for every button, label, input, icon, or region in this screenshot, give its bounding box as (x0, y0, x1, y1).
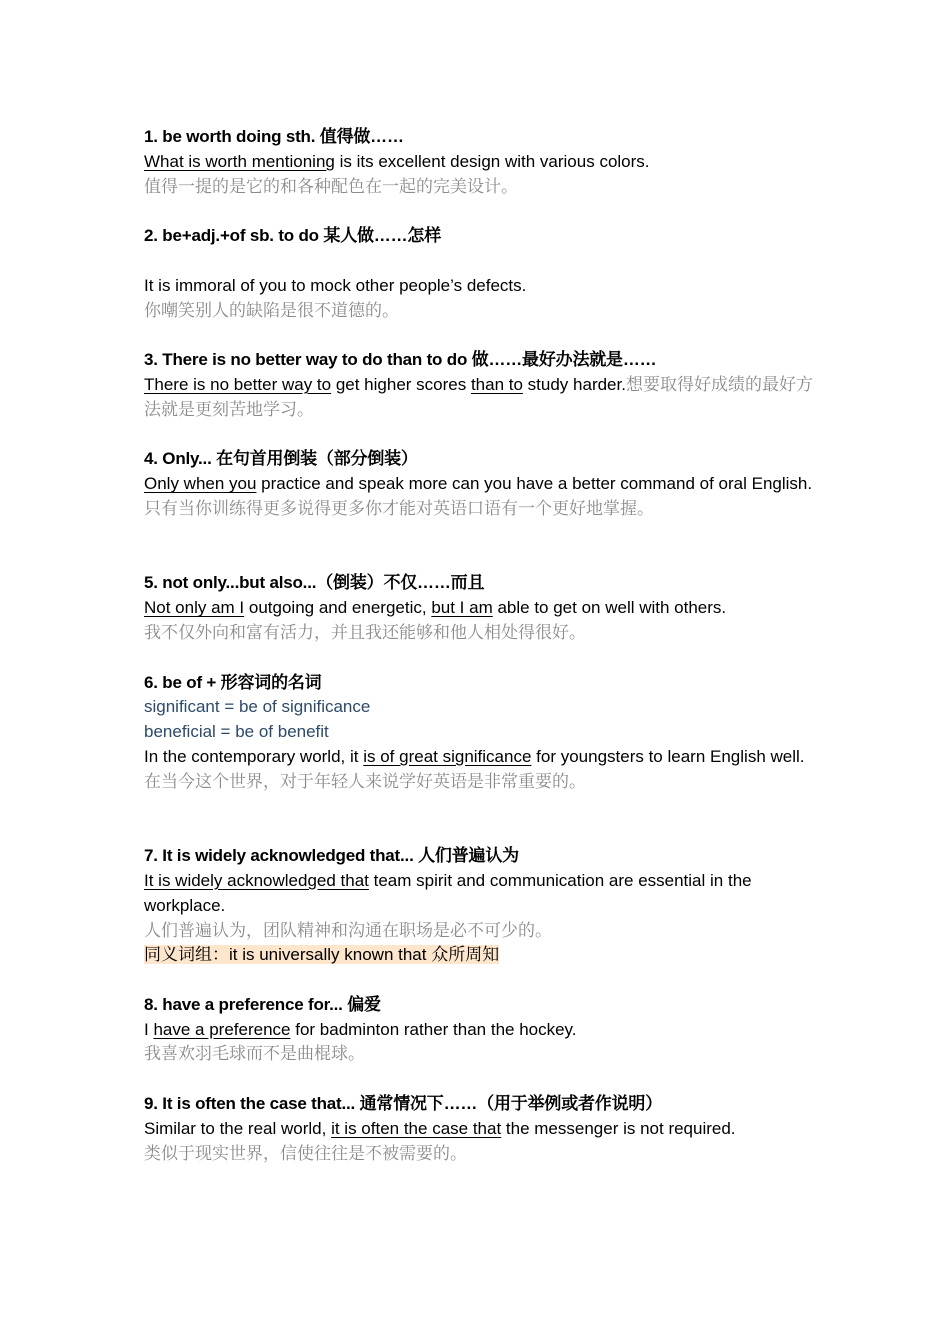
underlined-phrase: but I am (431, 598, 493, 618)
entry-8 (144, 993, 824, 1067)
underlined-phrase: have a preference (153, 1019, 291, 1039)
entry-9-example (144, 1117, 824, 1142)
underlined-phrase: is of great significance (363, 746, 532, 766)
entry-3-translation: 想要取得好成绩的最好方法就是更刻苦地学习。 (144, 374, 813, 419)
example-text: Similar to the real world, (144, 1118, 332, 1138)
entry-5 (144, 571, 824, 645)
entry-6-translation: 在当今这个世界，对于年轻人来说学好英语是非常重要的。 (144, 771, 586, 791)
entry-6-note-1: significant = be of significance (144, 697, 371, 717)
entry-7-title: 7. It is widely acknowledged that... 人们普遍认为 (144, 846, 519, 866)
entry-7 (144, 844, 824, 968)
entry-8-example (144, 1018, 824, 1043)
entry-3-title: 3. There is no better way to do than to do 做……最好办法就是…… (144, 350, 657, 370)
document-body (144, 125, 824, 1166)
underlined-phrase: There is no better way to (144, 374, 332, 394)
entry-2 (144, 224, 824, 323)
example-text: I (144, 1019, 154, 1039)
entry-1-title: 1. be worth doing sth. 值得做…… (144, 127, 404, 146)
entry-3 (144, 348, 824, 422)
entry-6-title: 6. be of + 形容词的名词 (144, 672, 322, 692)
entry-4 (144, 447, 824, 521)
entry-7-example (144, 869, 824, 919)
underlined-phrase: Not only am I (144, 598, 245, 618)
entry-2-example: It is immoral of you to mock other people’s defects. (144, 275, 527, 295)
highlighted-synonym: 同义词组：it is universally known that 众所周知 (144, 945, 500, 965)
example-text: outgoing and energetic, (244, 598, 432, 618)
entry-3-example (144, 373, 824, 423)
example-text: study harder. (522, 374, 626, 394)
underlined-phrase: It is widely acknowledged that (144, 870, 369, 890)
entry-5-example (144, 596, 824, 621)
underlined-phrase: than to (470, 374, 523, 394)
underlined-phrase: What is worth mentioning (144, 151, 335, 171)
example-text: able to get on well with others. (492, 598, 727, 618)
entry-1 (144, 125, 824, 199)
example-text: the messenger is not required. (501, 1118, 736, 1138)
entry-6-example (144, 745, 824, 770)
example-text: for youngsters to learn English well. (531, 746, 805, 766)
entry-9-translation: 类似于现实世界，信使往往是不被需要的。 (144, 1143, 467, 1163)
example-text: practice and speak more can you have a better command of oral English. (256, 474, 813, 494)
underlined-phrase: Only when you (144, 474, 257, 494)
example-text: get higher scores (331, 374, 471, 394)
entry-8-title: 8. have a preference for... 偏爱 (144, 994, 381, 1014)
entry-4-translation: 只有当你训练得更多说得更多你才能对英语口语有一个更好地掌握。 (144, 498, 654, 518)
entry-9-title: 9. It is often the case that... 通常情况下……（用于举例或者作说明） (144, 1094, 662, 1114)
entry-2-title: 2. be+adj.+of sb. to do 某人做……怎样 (144, 226, 441, 246)
entry-1-translation: 值得一提的是它的和各种配色在一起的完美设计。 (144, 176, 518, 196)
entry-7-translation: 人们普遍认为，团队精神和沟通在职场是必不可少的。 (144, 920, 552, 940)
entry-4-title: 4. Only... 在句首用倒装（部分倒装） (144, 449, 418, 469)
example-text: for badminton rather than the hockey. (290, 1019, 577, 1039)
entry-9 (144, 1092, 824, 1166)
entry-6 (144, 671, 824, 795)
underlined-phrase: it is often the case that (331, 1118, 502, 1138)
example-text: is its excellent design with various colors. (334, 151, 650, 171)
entry-5-translation: 我不仅外向和富有活力，并且我还能够和他人相处得很好。 (144, 622, 586, 642)
entry-4-example (144, 472, 824, 497)
entry-1-example (144, 150, 824, 175)
entry-7-synonym (144, 943, 824, 968)
entry-6-note-2: beneficial = be of benefit (144, 722, 329, 742)
entry-8-translation: 我喜欢羽毛球而不是曲棍球。 (144, 1044, 365, 1064)
example-text: In the contemporary world, it (144, 746, 364, 766)
entry-2-translation: 你嘲笑别人的缺陷是很不道德的。 (144, 300, 399, 320)
entry-5-title: 5. not only...but also...（倒装）不仅……而且 (144, 573, 485, 593)
example-text: team spirit and communication are essential in the workplace. (144, 870, 752, 915)
